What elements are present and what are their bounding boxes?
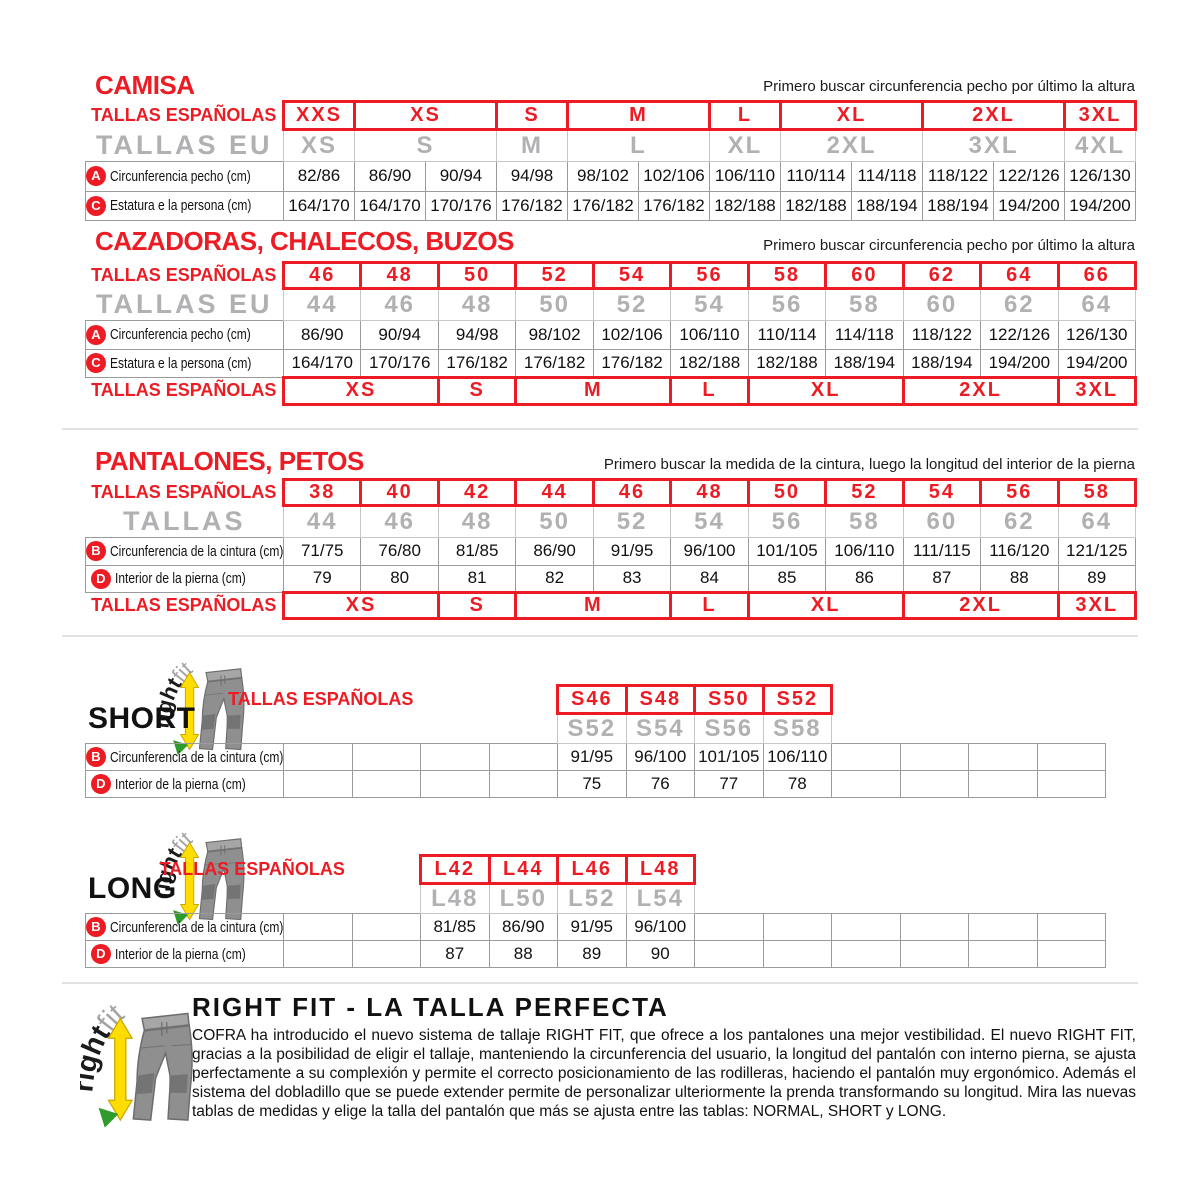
short-title: SHORT: [88, 702, 196, 735]
eu-size-header: 3XL: [923, 130, 1065, 162]
es-size-header: 50: [438, 263, 515, 289]
eu-size-header: 46: [361, 289, 438, 321]
size-value-cell: [969, 941, 1038, 968]
size-value-cell: [1037, 744, 1106, 771]
eu-size-header: 2XL: [781, 130, 923, 162]
camisa-size-table: [85, 100, 1137, 221]
size-value-cell: 89: [558, 941, 627, 968]
size-value-cell: 182/188: [781, 191, 852, 220]
es-size-header: 48: [361, 263, 438, 289]
es-size-header: L44: [489, 856, 558, 884]
measure-label-text: Circunferencia de la cintura (cm): [110, 918, 284, 936]
eu-size-header: 64: [1058, 289, 1135, 321]
size-value-cell: 194/200: [981, 349, 1058, 377]
eu-size-header: 48: [438, 506, 515, 538]
es-size-header: 38: [284, 480, 361, 506]
es-size-header: S52: [763, 686, 832, 714]
eu-size-header: L50: [489, 884, 558, 914]
long-title: LONG: [88, 872, 177, 905]
size-value-cell: 102/106: [639, 161, 710, 191]
size-value-cell: [969, 771, 1038, 798]
eu-size-header: XS: [284, 130, 355, 162]
es-sizes-label: TALLAS ESPAÑOLAS: [91, 265, 277, 285]
es-size-footer: S: [438, 592, 515, 618]
size-value-cell: 85: [748, 565, 825, 592]
spacer: [832, 686, 1106, 714]
eu-size-header: 50: [516, 506, 593, 538]
size-value-cell: [695, 941, 764, 968]
measure-label: [86, 565, 284, 592]
size-value-cell: 96/100: [671, 537, 748, 565]
es-size-footer: L: [671, 592, 748, 618]
size-value-cell: [284, 914, 353, 941]
size-value-cell: 164/170: [284, 349, 361, 377]
size-value-cell: 78: [763, 771, 832, 798]
spacer: [695, 884, 1106, 914]
eu-size-header: S56: [695, 714, 764, 744]
es-size-header: 66: [1058, 263, 1135, 289]
size-value-cell: 86/90: [284, 320, 361, 349]
es-sizes-label: TALLAS ESPAÑOLAS: [159, 859, 345, 879]
measure-label: [86, 914, 284, 941]
size-value-cell: 91/95: [558, 914, 627, 941]
es-size-footer: M: [516, 592, 671, 618]
short-size-table: [85, 684, 1106, 798]
size-value-cell: [832, 941, 901, 968]
size-value-cell: 88: [981, 565, 1058, 592]
es-size-header: 58: [1058, 480, 1135, 506]
es-size-header: 42: [438, 480, 515, 506]
eu-size-header: L52: [558, 884, 627, 914]
size-value-cell: 96/100: [626, 914, 695, 941]
size-value-cell: 87: [903, 565, 980, 592]
eu-size-header: 60: [903, 506, 980, 538]
size-value-cell: 94/98: [497, 161, 568, 191]
es-size-footer: L: [671, 377, 748, 404]
es-size-footer: 3XL: [1058, 592, 1135, 618]
eu-size-header: 58: [826, 289, 903, 321]
es-size-header: 52: [826, 480, 903, 506]
size-value-cell: 90/94: [426, 161, 497, 191]
eu-size-header: L54: [626, 884, 695, 914]
section-divider: [62, 635, 1138, 637]
size-value-cell: 110/114: [748, 320, 825, 349]
eu-sizes-label: [86, 714, 558, 744]
measure-label: [86, 771, 284, 798]
es-size-header: 56: [981, 480, 1058, 506]
measure-letter-badge: B: [86, 541, 106, 561]
eu-size-header: 44: [284, 506, 361, 538]
size-value-cell: 164/170: [355, 191, 426, 220]
size-value-cell: [284, 941, 353, 968]
eu-sizes-label: TALLAS EU: [96, 129, 273, 160]
eu-size-header: 46: [361, 506, 438, 538]
measure-letter-badge: D: [91, 774, 111, 794]
eu-size-header: 52: [593, 506, 670, 538]
long-size-table: [85, 854, 1106, 968]
es-size-footer: 3XL: [1058, 377, 1135, 404]
measure-label-text: Interior de la pierna (cm): [114, 945, 246, 963]
size-value-cell: 106/110: [710, 161, 781, 191]
size-value-cell: 188/194: [826, 349, 903, 377]
measure-letter-badge: C: [86, 353, 106, 373]
es-size-header: 50: [748, 480, 825, 506]
size-value-cell: 91/95: [593, 537, 670, 565]
size-value-cell: 87: [421, 941, 490, 968]
es-size-header: S46: [558, 686, 627, 714]
section-divider: [62, 982, 1138, 984]
size-value-cell: 114/118: [852, 161, 923, 191]
es-size-header: L42: [421, 856, 490, 884]
size-value-cell: 76/80: [361, 537, 438, 565]
measure-label-text: Circunferencia de la cintura (cm): [110, 542, 284, 560]
eu-sizes-label: [86, 884, 421, 914]
size-value-cell: 77: [695, 771, 764, 798]
measure-label-text: Estatura e la persona (cm): [110, 197, 252, 214]
es-size-header: S48: [626, 686, 695, 714]
size-value-cell: 170/176: [426, 191, 497, 220]
size-value-cell: 176/182: [438, 349, 515, 377]
eu-size-header: M: [497, 130, 568, 162]
size-value-cell: 182/188: [748, 349, 825, 377]
size-value-cell: 182/188: [671, 349, 748, 377]
spacer: [695, 856, 1106, 884]
es-size-header: L48: [626, 856, 695, 884]
size-value-cell: 170/176: [361, 349, 438, 377]
es-size-header: S50: [695, 686, 764, 714]
size-value-cell: 176/182: [497, 191, 568, 220]
size-value-cell: [1037, 914, 1106, 941]
measure-letter-badge: C: [86, 196, 106, 216]
es-size-header: XXS: [284, 102, 355, 130]
size-value-cell: 111/115: [903, 537, 980, 565]
es-size-header: 40: [361, 480, 438, 506]
pantalones-note: Primero buscar la medida de la cintura, luego la longitud del interior de la pierna: [603, 456, 1135, 473]
es-size-footer: XL: [748, 592, 903, 618]
size-value-cell: 164/170: [284, 191, 355, 220]
size-value-cell: 110/114: [781, 161, 852, 191]
es-size-footer: XL: [748, 377, 903, 404]
eu-size-header: S52: [558, 714, 627, 744]
size-value-cell: 86/90: [489, 914, 558, 941]
size-value-cell: 116/120: [981, 537, 1058, 565]
size-value-cell: 80: [361, 565, 438, 592]
size-value-cell: 82/86: [284, 161, 355, 191]
es-size-header: 56: [671, 263, 748, 289]
size-value-cell: [900, 941, 969, 968]
size-value-cell: [900, 771, 969, 798]
size-value-cell: 86: [826, 565, 903, 592]
es-size-header: 62: [903, 263, 980, 289]
size-value-cell: 188/194: [852, 191, 923, 220]
size-value-cell: 106/110: [763, 744, 832, 771]
eu-size-header: L48: [421, 884, 490, 914]
size-value-cell: 122/126: [994, 161, 1065, 191]
es-size-footer: M: [516, 377, 671, 404]
rightfit-title: RIGHT FIT - LA TALLA PERFECTA: [192, 992, 669, 1022]
eu-size-header: 44: [284, 289, 361, 321]
eu-size-header: 62: [981, 506, 1058, 538]
size-value-cell: [1037, 771, 1106, 798]
size-value-cell: [900, 744, 969, 771]
measure-label-text: Circunferencia pecho (cm): [110, 167, 251, 185]
size-value-cell: 88: [489, 941, 558, 968]
es-size-header: 46: [593, 480, 670, 506]
measure-label: [86, 744, 284, 771]
cazadoras-size-table: [85, 261, 1137, 406]
size-value-cell: 98/102: [568, 161, 639, 191]
size-value-cell: 114/118: [826, 320, 903, 349]
measure-letter-badge: D: [91, 944, 111, 964]
size-value-cell: 98/102: [516, 320, 593, 349]
es-size-header: 52: [516, 263, 593, 289]
measure-label: [86, 349, 284, 377]
size-value-cell: 106/110: [671, 320, 748, 349]
es-size-header: XS: [355, 102, 497, 130]
eu-size-header: 54: [671, 289, 748, 321]
measure-label: [86, 320, 284, 349]
size-value-cell: 81: [438, 565, 515, 592]
size-value-cell: 81/85: [438, 537, 515, 565]
es-size-header: 54: [593, 263, 670, 289]
es-size-footer: XS: [284, 377, 439, 404]
size-value-cell: 86/90: [355, 161, 426, 191]
measure-letter-badge: D: [91, 569, 111, 589]
eu-size-header: 4XL: [1065, 130, 1136, 162]
size-value-cell: 188/194: [903, 349, 980, 377]
size-value-cell: 71/75: [284, 537, 361, 565]
size-value-cell: 81/85: [421, 914, 490, 941]
es-sizes-label: TALLAS ESPAÑOLAS: [91, 105, 277, 125]
eu-size-header: 60: [903, 289, 980, 321]
es-size-header: M: [568, 102, 710, 130]
es-size-footer: 2XL: [903, 377, 1058, 404]
measure-label-text: Interior de la pierna (cm): [114, 570, 246, 587]
size-value-cell: 122/126: [981, 320, 1058, 349]
size-value-cell: [352, 914, 421, 941]
size-value-cell: [489, 744, 558, 771]
size-value-cell: 126/130: [1065, 161, 1136, 191]
size-value-cell: [421, 771, 490, 798]
es-sizes-label: TALLAS ESPAÑOLAS: [228, 689, 414, 709]
size-value-cell: 82: [516, 565, 593, 592]
es-size-footer: 2XL: [903, 592, 1058, 618]
size-value-cell: [284, 771, 353, 798]
section-divider: [62, 428, 1138, 430]
eu-size-header: 56: [748, 506, 825, 538]
es-size-header: 3XL: [1065, 102, 1136, 130]
cazadoras-title: CAZADORAS, CHALECOS, BUZOS: [95, 226, 514, 256]
eu-size-header: XL: [710, 130, 781, 162]
size-value-cell: 176/182: [593, 349, 670, 377]
size-value-cell: [832, 771, 901, 798]
measure-letter-badge: A: [86, 325, 106, 345]
measure-label: [86, 537, 284, 565]
size-value-cell: 106/110: [826, 537, 903, 565]
size-value-cell: 176/182: [639, 191, 710, 220]
eu-size-header: L: [568, 130, 710, 162]
size-value-cell: 176/182: [568, 191, 639, 220]
size-value-cell: 176/182: [516, 349, 593, 377]
size-value-cell: 118/122: [903, 320, 980, 349]
eu-size-header: 56: [748, 289, 825, 321]
eu-size-header: 58: [826, 506, 903, 538]
measure-letter-badge: B: [86, 747, 106, 767]
es-size-header: 46: [284, 263, 361, 289]
pantalones-size-table: [85, 478, 1137, 620]
size-value-cell: 194/200: [1065, 191, 1136, 220]
es-size-header: 60: [826, 263, 903, 289]
es-size-header: L: [710, 102, 781, 130]
eu-sizes-label: TALLAS: [123, 505, 246, 536]
eu-size-header: 50: [516, 289, 593, 321]
es-sizes-label: TALLAS ESPAÑOLAS: [91, 594, 277, 615]
measure-label: [86, 941, 284, 968]
size-value-cell: 76: [626, 771, 695, 798]
eu-size-header: S: [355, 130, 497, 162]
size-value-cell: [1037, 941, 1106, 968]
size-value-cell: [421, 744, 490, 771]
size-value-cell: 90/94: [361, 320, 438, 349]
es-sizes-label: TALLAS ESPAÑOLAS: [91, 380, 277, 401]
size-value-cell: 102/106: [593, 320, 670, 349]
eu-size-header: 48: [438, 289, 515, 321]
size-value-cell: 182/188: [710, 191, 781, 220]
size-value-cell: 86/90: [516, 537, 593, 565]
es-size-footer: XS: [284, 592, 439, 618]
es-size-header: 64: [981, 263, 1058, 289]
size-value-cell: [969, 914, 1038, 941]
size-value-cell: [832, 744, 901, 771]
size-value-cell: 121/125: [1058, 537, 1135, 565]
rightfit-logo-main: [80, 986, 204, 1134]
es-size-header: 2XL: [923, 102, 1065, 130]
eu-size-header: S54: [626, 714, 695, 744]
size-value-cell: [352, 771, 421, 798]
size-value-cell: 79: [284, 565, 361, 592]
size-value-cell: 90: [626, 941, 695, 968]
size-value-cell: [900, 914, 969, 941]
es-size-header: L46: [558, 856, 627, 884]
size-value-cell: 83: [593, 565, 670, 592]
eu-size-header: 64: [1058, 506, 1135, 538]
es-size-footer: S: [438, 377, 515, 404]
es-size-header: 44: [516, 480, 593, 506]
measure-label-text: Interior de la pierna (cm): [114, 775, 246, 793]
size-value-cell: [969, 744, 1038, 771]
size-value-cell: 126/130: [1058, 320, 1135, 349]
size-value-cell: 89: [1058, 565, 1135, 592]
measure-label-text: Circunferencia de la cintura (cm): [110, 748, 284, 766]
size-value-cell: [284, 744, 353, 771]
measure-label: [86, 191, 284, 220]
size-value-cell: 118/122: [923, 161, 994, 191]
size-value-cell: 84: [671, 565, 748, 592]
measure-label-text: Estatura e la persona (cm): [110, 354, 252, 372]
camisa-title: CAMISA: [95, 70, 195, 100]
pantalones-title: PANTALONES, PETOS: [95, 446, 364, 476]
size-value-cell: [352, 744, 421, 771]
eu-size-header: 52: [593, 289, 670, 321]
es-size-header: 58: [748, 263, 825, 289]
size-value-cell: 188/194: [923, 191, 994, 220]
size-value-cell: [489, 771, 558, 798]
measure-letter-badge: B: [86, 917, 106, 937]
eu-sizes-label: TALLAS EU: [96, 288, 273, 319]
camisa-note: Primero buscar circunferencia pecho por último la altura: [763, 78, 1135, 95]
size-value-cell: [695, 914, 764, 941]
size-value-cell: [763, 941, 832, 968]
spacer: [832, 714, 1106, 744]
eu-size-header: S58: [763, 714, 832, 744]
eu-size-header: 54: [671, 506, 748, 538]
measure-letter-badge: A: [86, 166, 106, 186]
size-value-cell: 91/95: [558, 744, 627, 771]
size-value-cell: [763, 914, 832, 941]
size-value-cell: 194/200: [1058, 349, 1135, 377]
size-value-cell: 75: [558, 771, 627, 798]
es-size-header: 48: [671, 480, 748, 506]
measure-label-text: Circunferencia pecho (cm): [110, 326, 251, 343]
es-size-header: 54: [903, 480, 980, 506]
es-sizes-label: TALLAS ESPAÑOLAS: [91, 482, 277, 502]
size-value-cell: 96/100: [626, 744, 695, 771]
rightfit-description: COFRA ha introducido el nuevo sistema de tallaje RIGHT FIT, que ofrece a los pantalones una mejor vestibilidad. El nuevo RIGHT FIT, gracias a la posibilidad de eligir el tallaje, manteniendo la circunferencia del usuario, la longitud del pantalón con interno pierna, se ajusta perfectamente a su complexión y permite el correcto posicionamiento de las rodilleras, haciendo el pantalón muy ergonómico. Además el sistema del dobladillo que se puede extender permite de personalizar ulteriormente la prenda transformando su longitud. Mira las nuevas tablas de medidas y elige la talla del pantalón que más se ajusta entre las tablas: NORMAL, SHORT y LONG.: [192, 1027, 1136, 1120]
size-value-cell: [352, 941, 421, 968]
size-value-cell: [832, 914, 901, 941]
size-value-cell: 101/105: [748, 537, 825, 565]
es-size-header: XL: [781, 102, 923, 130]
measure-label: [86, 161, 284, 191]
es-size-header: S: [497, 102, 568, 130]
eu-size-header: 62: [981, 289, 1058, 321]
size-value-cell: 94/98: [438, 320, 515, 349]
cazadoras-note: Primero buscar circunferencia pecho por último la altura: [763, 237, 1135, 254]
size-value-cell: 101/105: [695, 744, 764, 771]
size-value-cell: 194/200: [994, 191, 1065, 220]
